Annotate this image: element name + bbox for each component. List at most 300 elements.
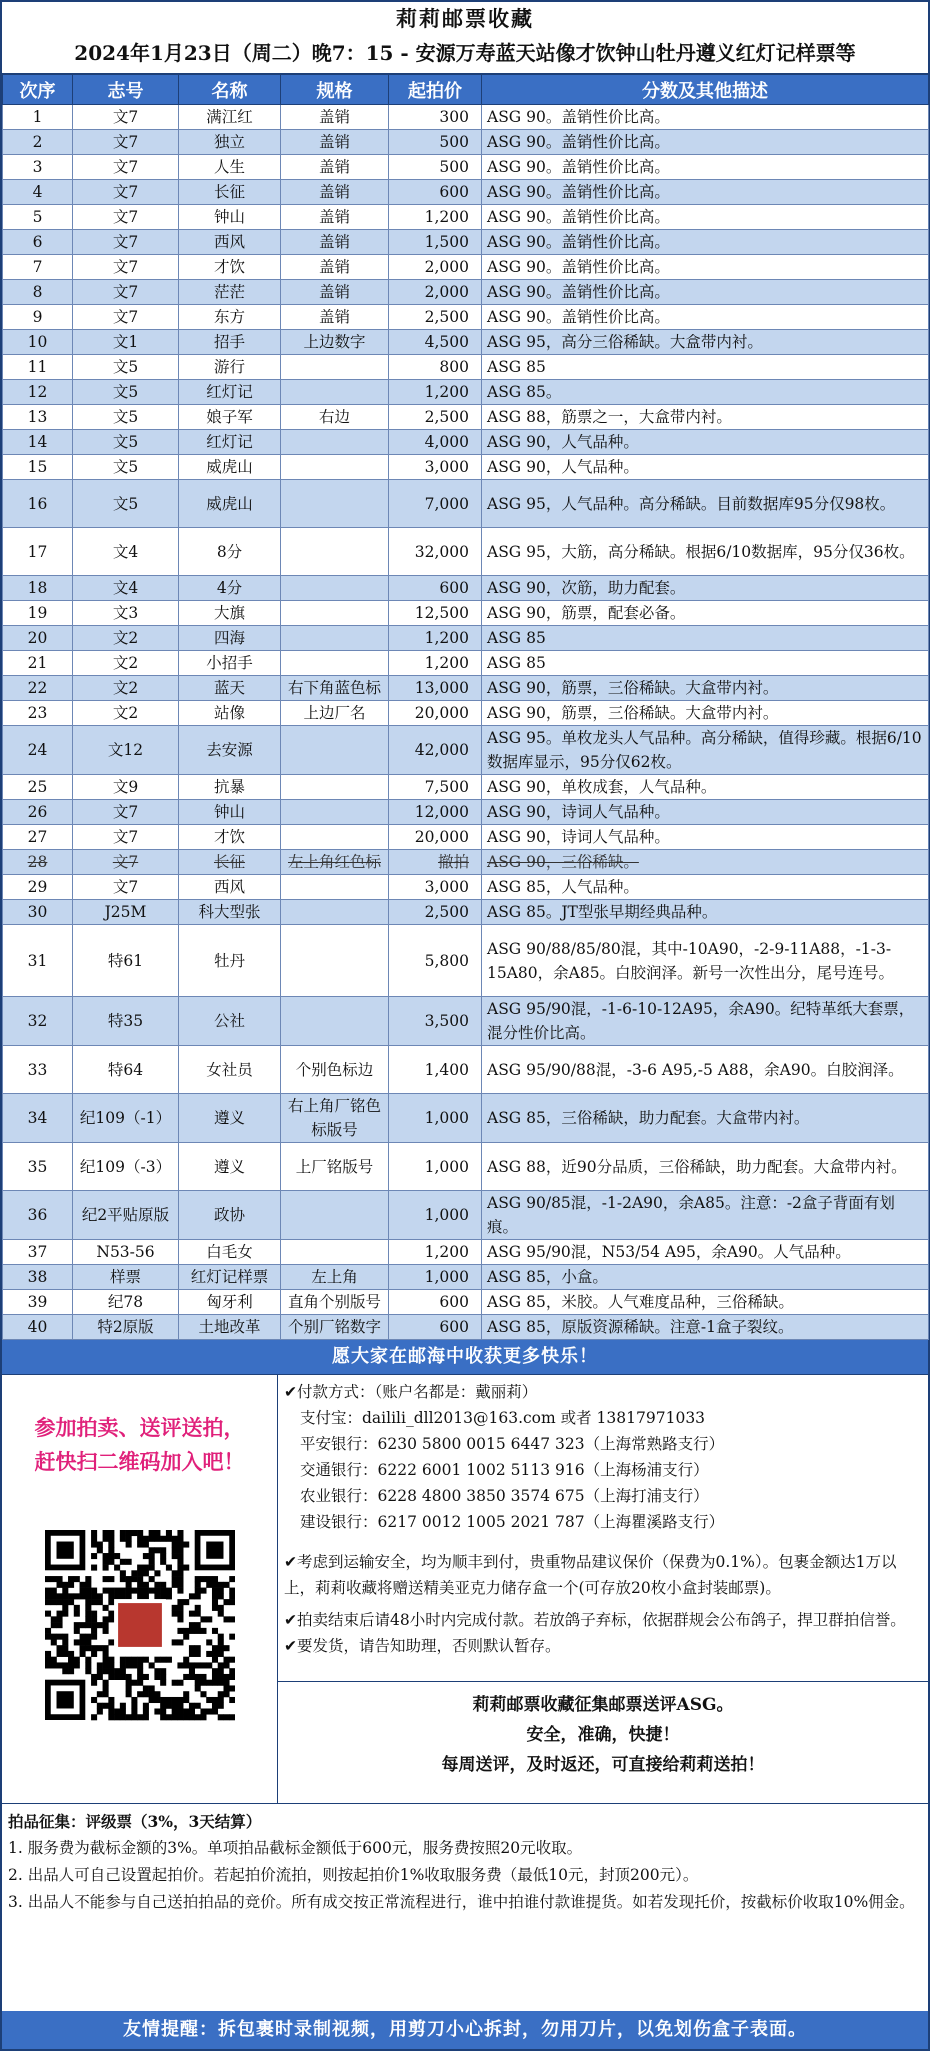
lot-name: 4分: [179, 576, 281, 601]
qr-module: [183, 1634, 189, 1640]
lot-name: 抗暴: [179, 775, 281, 800]
qr-module: [177, 1605, 183, 1611]
qr-module: [50, 1576, 56, 1582]
lot-name: 白毛女: [179, 1240, 281, 1265]
qr-module: [131, 1697, 137, 1703]
qr-module: [194, 1576, 200, 1582]
lot-spec: 盖销: [281, 305, 389, 330]
lot-description: ASG 85，人气品种。: [482, 875, 929, 900]
qr-module: [217, 1593, 223, 1599]
qr-module: [160, 1553, 166, 1559]
qr-module: [171, 1680, 177, 1686]
qr-module: [50, 1657, 56, 1663]
qr-module: [206, 1576, 212, 1582]
ad-line-2: 安全，准确，快捷！: [526, 1725, 680, 1745]
lot-start-price: 撤拍: [389, 850, 482, 875]
col-header-code: 志号: [73, 75, 179, 105]
lot-number: 20: [3, 626, 73, 651]
lot-name: 才饮: [179, 825, 281, 850]
qr-module: [91, 1530, 97, 1536]
qr-module: [200, 1662, 206, 1668]
qr-module: [102, 1576, 108, 1582]
qr-module: [131, 1570, 137, 1576]
lot-spec: [281, 651, 389, 676]
qr-module: [142, 1703, 148, 1709]
qr-module: [137, 1582, 143, 1588]
lot-code: 文7: [73, 130, 179, 155]
lot-code: 文5: [73, 430, 179, 455]
lot-number: 29: [3, 875, 73, 900]
lot-number: 19: [3, 601, 73, 626]
lot-start-price: 12,000: [389, 800, 482, 825]
table-row: [3, 255, 929, 280]
lot-code: 纪109（-3）: [73, 1143, 179, 1191]
lot-description: ASG 90。盖销性价比高。: [482, 180, 929, 205]
lot-number: 22: [3, 676, 73, 701]
qr-module: [108, 1657, 114, 1663]
qr-module: [217, 1639, 223, 1645]
qr-module: [211, 1582, 217, 1588]
qr-module: [108, 1714, 114, 1720]
qr-module: [160, 1547, 166, 1553]
lot-name: 红灯记: [179, 430, 281, 455]
qr-module: [194, 1714, 200, 1720]
qr-module: [194, 1645, 200, 1651]
qr-module: [108, 1559, 114, 1565]
lot-description: ASG 90，人气品种。: [482, 455, 929, 480]
qr-module: [85, 1657, 91, 1663]
qr-module: [45, 1599, 51, 1605]
qr-module: [102, 1645, 108, 1651]
lot-name: 东方: [179, 305, 281, 330]
qr-module: [125, 1662, 131, 1668]
qr-module: [102, 1559, 108, 1565]
qr-module: [108, 1542, 114, 1548]
qr-module: [211, 1599, 217, 1605]
table-row: [3, 825, 929, 850]
qr-module: [148, 1588, 154, 1594]
lot-name: 才饮: [179, 255, 281, 280]
qr-module: [137, 1536, 143, 1542]
join-line-1: 参加拍卖、送评送拍，: [34, 1415, 245, 1440]
table-row: [3, 1143, 929, 1191]
qr-module: [188, 1668, 194, 1674]
lot-name: 蓝天: [179, 676, 281, 701]
lot-name: 8分: [179, 528, 281, 576]
qr-module: [85, 1645, 91, 1651]
qr-module: [160, 1582, 166, 1588]
qr-module: [188, 1645, 194, 1651]
lot-number: 37: [3, 1240, 73, 1265]
lot-code: J25M: [73, 900, 179, 925]
qr-module: [217, 1645, 223, 1651]
qr-module: [177, 1639, 183, 1645]
qr-module: [217, 1634, 223, 1640]
lot-start-price: 1,000: [389, 1191, 482, 1240]
qr-module: [177, 1703, 183, 1709]
qr-module: [62, 1668, 68, 1674]
lot-code: 文12: [73, 726, 179, 775]
qr-module: [137, 1576, 143, 1582]
qr-module: [85, 1593, 91, 1599]
table-row: [3, 850, 929, 875]
table-row: [3, 305, 929, 330]
qr-module: [96, 1645, 102, 1651]
qr-module: [171, 1582, 177, 1588]
payment-bank-4: 建设银行：6217 0012 1005 2021 787（上海瞿溪路支行）: [300, 1513, 725, 1531]
qr-module: [154, 1697, 160, 1703]
qr-module: [102, 1622, 108, 1628]
qr-module: [160, 1668, 166, 1674]
lot-description: ASG 95/90/88混，-3-6 A95,-5 A88，余A90。白胶润泽。: [482, 1046, 929, 1094]
lot-description: ASG 85。: [482, 380, 929, 405]
lot-name: 去安源: [179, 726, 281, 775]
qr-module: [165, 1588, 171, 1594]
lot-spec: [281, 825, 389, 850]
qr-module: [188, 1611, 194, 1617]
qr-module: [96, 1703, 102, 1709]
lot-number: 12: [3, 380, 73, 405]
qr-module: [211, 1645, 217, 1651]
table-row: [3, 997, 929, 1046]
qr-module: [91, 1616, 97, 1622]
qr-module: [137, 1565, 143, 1571]
qr-module: [200, 1714, 206, 1720]
lot-code: 文4: [73, 576, 179, 601]
qr-module: [96, 1542, 102, 1548]
qr-module: [45, 1593, 51, 1599]
qr-module: [91, 1593, 97, 1599]
lot-start-price: 5,800: [389, 925, 482, 997]
qr-module: [125, 1657, 131, 1663]
qr-module: [108, 1530, 114, 1536]
qr-module: [142, 1588, 148, 1594]
qr-module: [102, 1662, 108, 1668]
qr-module: [73, 1622, 79, 1628]
qr-module: [62, 1605, 68, 1611]
qr-module: [91, 1634, 97, 1640]
lot-number: 5: [3, 205, 73, 230]
lot-number: 21: [3, 651, 73, 676]
lot-code: 文7: [73, 230, 179, 255]
qr-module: [91, 1611, 97, 1617]
qr-module: [114, 1714, 120, 1720]
qr-module: [62, 1645, 68, 1651]
qr-module: [211, 1628, 217, 1634]
qr-module: [154, 1547, 160, 1553]
lot-number: 39: [3, 1290, 73, 1315]
lot-description: ASG 85，米胶。人气难度品种，三俗稀缺。: [482, 1290, 929, 1315]
lot-number: 34: [3, 1094, 73, 1143]
qr-module: [188, 1622, 194, 1628]
shipping-note: ✔考虑到运输安全，均为顺丰到付，贵重物品建议保价（保费为0.1%）。包裹金额达1万以上，莉莉收藏将赠送精美亚克力储存盒一个(可存放20枚小盒封装邮票)。: [284, 1553, 897, 1597]
qr-module: [131, 1708, 137, 1714]
qr-module: [171, 1576, 177, 1582]
lot-spec: [281, 528, 389, 576]
lot-start-price: 3,000: [389, 875, 482, 900]
payment-bank-1: 平安银行：6230 5800 0015 6447 323（上海常熟路支行）: [300, 1435, 725, 1453]
lot-spec: [281, 380, 389, 405]
payment-info: [278, 1375, 928, 1659]
qr-module: [45, 1588, 51, 1594]
qr-module: [50, 1588, 56, 1594]
qr-module: [56, 1662, 62, 1668]
lot-description: ASG 85，小盒。: [482, 1265, 929, 1290]
qr-module: [194, 1611, 200, 1617]
qr-module: [177, 1616, 183, 1622]
qr-module: [211, 1657, 217, 1663]
qr-module: [62, 1639, 68, 1645]
lot-description: ASG 90，次筋，助力配套。: [482, 576, 929, 601]
qr-module: [148, 1685, 154, 1691]
qr-module: [154, 1588, 160, 1594]
lot-code: 文4: [73, 528, 179, 576]
qr-module: [85, 1668, 91, 1674]
qr-module: [200, 1576, 206, 1582]
qr-module: [125, 1685, 131, 1691]
table-row: [3, 430, 929, 455]
qr-module: [194, 1628, 200, 1634]
qr-module: [223, 1657, 229, 1663]
qr-module: [217, 1651, 223, 1657]
lot-description: ASG 90。盖销性价比高。: [482, 155, 929, 180]
lot-start-price: 500: [389, 155, 482, 180]
lot-code: 文2: [73, 701, 179, 726]
payment-panel: [278, 1375, 928, 1803]
lot-number: 4: [3, 180, 73, 205]
qr-module: [119, 1530, 125, 1536]
qr-module: [223, 1680, 229, 1686]
qr-module: [188, 1628, 194, 1634]
qr-module: [102, 1703, 108, 1709]
lot-name: 满江红: [179, 105, 281, 130]
qr-module: [73, 1639, 79, 1645]
qr-module: [62, 1582, 68, 1588]
lot-code: 文7: [73, 155, 179, 180]
qr-module: [79, 1634, 85, 1640]
lot-start-price: 3,500: [389, 997, 482, 1046]
qr-module: [142, 1542, 148, 1548]
qr-module: [211, 1651, 217, 1657]
qr-module: [68, 1668, 74, 1674]
qr-module: [171, 1605, 177, 1611]
table-row: [3, 900, 929, 925]
qr-module: [114, 1708, 120, 1714]
lot-number: 32: [3, 997, 73, 1046]
qr-module: [160, 1593, 166, 1599]
qr-module: [211, 1680, 217, 1686]
qr-module: [177, 1536, 183, 1542]
lot-description: ASG 90，诗词人气品种。: [482, 825, 929, 850]
qr-module: [91, 1553, 97, 1559]
qr-module: [137, 1668, 143, 1674]
qr-module: [45, 1662, 51, 1668]
qr-module: [188, 1714, 194, 1720]
qr-module: [154, 1582, 160, 1588]
lot-number: 38: [3, 1265, 73, 1290]
qr-module: [85, 1639, 91, 1645]
qr-module: [96, 1547, 102, 1553]
lot-code: 文7: [73, 255, 179, 280]
qr-module: [119, 1714, 125, 1720]
table-row: [3, 875, 929, 900]
qr-module: [102, 1685, 108, 1691]
join-line-2: 赶快扫二维码加入吧！: [34, 1449, 245, 1474]
lot-name: 长征: [179, 180, 281, 205]
lot-name: 钟山: [179, 800, 281, 825]
lot-spec: 盖销: [281, 230, 389, 255]
qr-module: [142, 1536, 148, 1542]
qr-module: [229, 1674, 235, 1680]
qr-module: [211, 1697, 217, 1703]
table-row: [3, 205, 929, 230]
footer-reminder: 友情提醒：拆包裹时录制视频，用剪刀小心拆封，勿用刀片，以免划伤盒子表面。: [2, 2011, 928, 2049]
lot-spec: 右上角厂铭色标版号: [281, 1094, 389, 1143]
qr-module: [200, 1708, 206, 1714]
qr-module: [165, 1536, 171, 1542]
lot-start-price: 1,200: [389, 380, 482, 405]
qr-module: [50, 1634, 56, 1640]
lot-code: 文2: [73, 676, 179, 701]
qr-module: [56, 1616, 62, 1622]
lot-code: N53-56: [73, 1240, 179, 1265]
qr-module: [148, 1553, 154, 1559]
lot-start-price: 500: [389, 130, 482, 155]
qr-module: [131, 1588, 137, 1594]
qr-module: [125, 1542, 131, 1548]
lot-start-price: 1,200: [389, 1240, 482, 1265]
qr-module: [223, 1616, 229, 1622]
lot-spec: 左上角红色标: [281, 850, 389, 875]
qr-module: [217, 1668, 223, 1674]
qr-module: [171, 1553, 177, 1559]
qr-module: [119, 1668, 125, 1674]
qr-module: [188, 1703, 194, 1709]
qr-module: [114, 1674, 120, 1680]
qr-module: [165, 1593, 171, 1599]
ad-line-1: 莉莉邮票收藏征集邮票送评ASG。: [472, 1695, 734, 1715]
lot-spec: 盖销: [281, 130, 389, 155]
qr-module: [114, 1668, 120, 1674]
qr-module: [142, 1714, 148, 1720]
lot-code: 文7: [73, 850, 179, 875]
lots-body: [3, 105, 929, 1340]
table-row: [3, 626, 929, 651]
qr-module: [177, 1588, 183, 1594]
qr-module: [183, 1697, 189, 1703]
lot-number: 18: [3, 576, 73, 601]
qr-module: [142, 1593, 148, 1599]
qr-module: [114, 1588, 120, 1594]
lot-spec: 个别厂铭数字: [281, 1315, 389, 1340]
lot-start-price: 800: [389, 355, 482, 380]
lot-number: 7: [3, 255, 73, 280]
lot-name: 匈牙利: [179, 1290, 281, 1315]
lot-start-price: 1,500: [389, 230, 482, 255]
qr-module: [211, 1576, 217, 1582]
table-row: [3, 1240, 929, 1265]
lot-description: ASG 90。盖销性价比高。: [482, 255, 929, 280]
qr-module: [96, 1674, 102, 1680]
lot-code: 文7: [73, 105, 179, 130]
qr-module: [45, 1651, 51, 1657]
qr-module: [171, 1547, 177, 1553]
qr-module: [79, 1645, 85, 1651]
qr-module: [200, 1588, 206, 1594]
lot-number: 14: [3, 430, 73, 455]
header: [2, 2, 928, 74]
lot-start-price: 2,000: [389, 255, 482, 280]
qr-module: [131, 1576, 137, 1582]
qr-module: [165, 1703, 171, 1709]
lot-code: 文7: [73, 180, 179, 205]
lot-number: 8: [3, 280, 73, 305]
qr-module: [62, 1651, 68, 1657]
lot-number: 13: [3, 405, 73, 430]
qr-module: [56, 1576, 62, 1582]
lot-start-price: 600: [389, 1315, 482, 1340]
qr-module: [131, 1530, 137, 1536]
table-row: [3, 925, 929, 997]
lot-spec: [281, 875, 389, 900]
qr-module: [154, 1536, 160, 1542]
lot-description: ASG 88，近90分品质，三俗稀缺，助力配套。大盒带内衬。: [482, 1143, 929, 1191]
lot-start-price: 1,200: [389, 626, 482, 651]
qr-module: [114, 1565, 120, 1571]
lot-code: 文2: [73, 651, 179, 676]
qr-module: [108, 1599, 114, 1605]
lot-description: ASG 85: [482, 355, 929, 380]
qr-finder-inner: [206, 1542, 223, 1559]
lot-description: ASG 90，筋票，三俗稀缺。大盒带内衬。: [482, 676, 929, 701]
lot-number: 6: [3, 230, 73, 255]
lot-description: ASG 85，原版资源稀缺。注意-1盒子裂纹。: [482, 1315, 929, 1340]
qr-module: [217, 1697, 223, 1703]
lot-spec: 右下角蓝色标: [281, 676, 389, 701]
qr-module: [148, 1691, 154, 1697]
qr-module: [183, 1708, 189, 1714]
lot-start-price: 600: [389, 180, 482, 205]
table-row: [3, 1046, 929, 1094]
lot-description: ASG 90。盖销性价比高。: [482, 280, 929, 305]
rule-item-2: 2. 出品人可自己设置起拍价。若起拍价流拍，则按起拍价1%收取服务费（最低10元，封顶200元）。: [8, 1866, 699, 1884]
qr-module: [229, 1634, 235, 1640]
lot-number: 28: [3, 850, 73, 875]
lot-name: 威虎山: [179, 455, 281, 480]
qr-module: [229, 1588, 235, 1594]
lot-start-price: 1,200: [389, 651, 482, 676]
lot-spec: 个别色标边: [281, 1046, 389, 1094]
lot-spec: [281, 626, 389, 651]
qr-module: [154, 1593, 160, 1599]
qr-module: [73, 1657, 79, 1663]
lot-description: ASG 85，三俗稀缺，助力配套。大盒带内衬。: [482, 1094, 929, 1143]
qr-module: [160, 1680, 166, 1686]
col-header-spec: 规格: [281, 75, 389, 105]
qr-module: [56, 1593, 62, 1599]
qr-module: [188, 1708, 194, 1714]
qr-module: [91, 1697, 97, 1703]
qr-code-icon[interactable]: [45, 1515, 235, 1735]
qr-module: [56, 1645, 62, 1651]
qr-module: [114, 1553, 120, 1559]
qr-module: [154, 1674, 160, 1680]
lot-name: 钟山: [179, 205, 281, 230]
qr-module: [50, 1593, 56, 1599]
lot-code: 纪109（-1）: [73, 1094, 179, 1143]
payment-bank-2: 交通银行：6222 6001 1002 5113 916（上海杨浦支行）: [300, 1461, 709, 1479]
qr-module: [200, 1628, 206, 1634]
